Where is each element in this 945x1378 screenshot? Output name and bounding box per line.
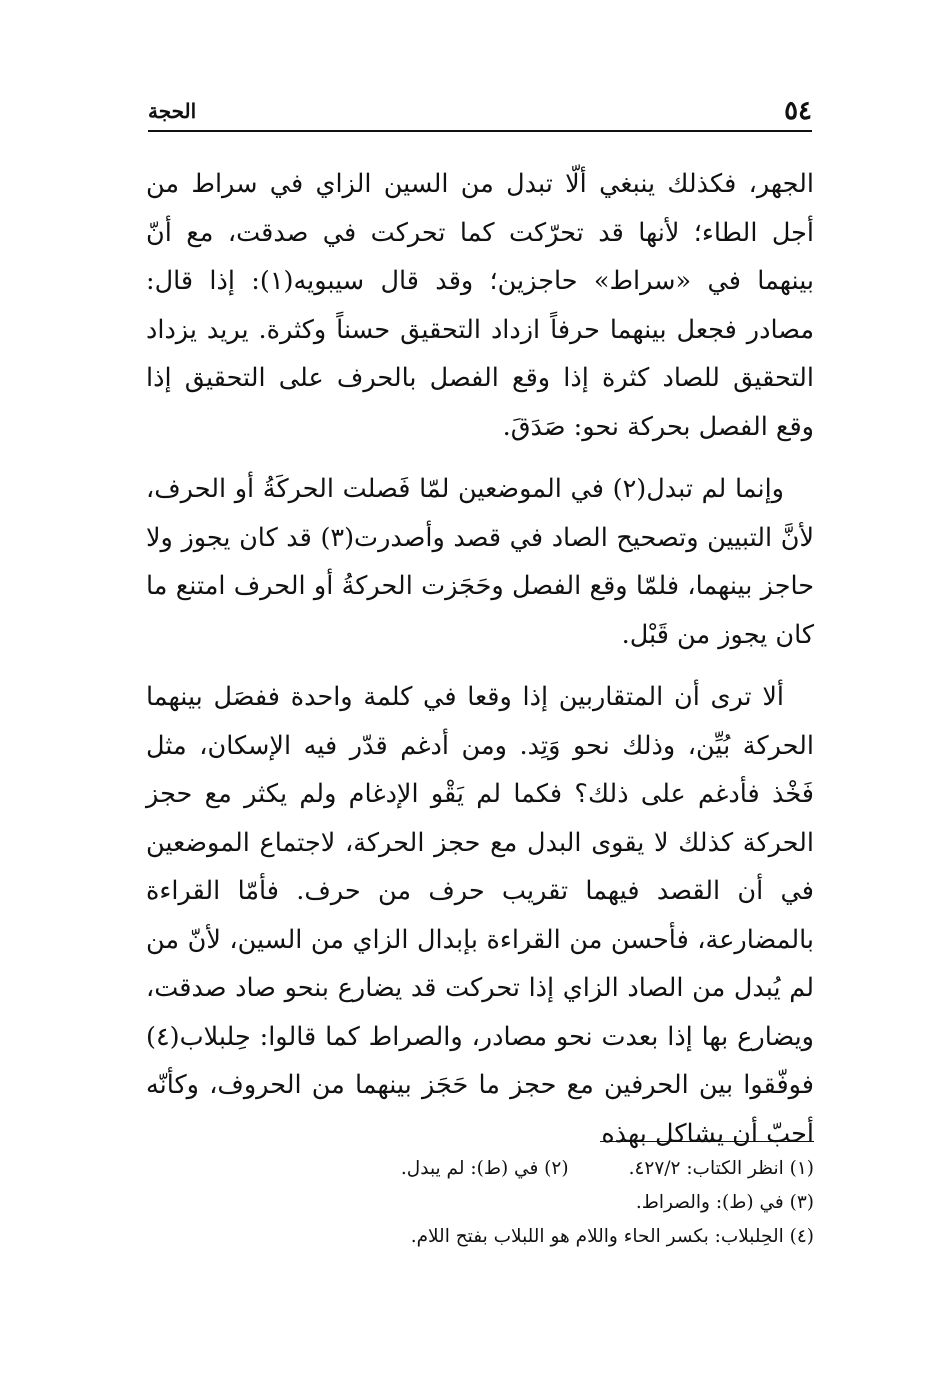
body-text: [146, 160, 814, 1172]
footnote-2: (٢) في (ط): لم يبدل.: [400, 1158, 569, 1179]
footnote-4: (٤) الحِلبلاب: بكسر الحاء واللام هو اللبلاب بفتح اللام.: [410, 1226, 814, 1247]
footnotes: [240, 1152, 814, 1254]
footnote-row: [240, 1152, 814, 1186]
footnote-1: (١) انظر الكتاب: ٤٢٧/٢.: [628, 1158, 814, 1179]
running-title: الحجة: [148, 99, 197, 123]
page-header: [148, 92, 812, 132]
paragraph-1: الجهر، فكذلك ينبغي ألّا تبدل من السين الزاي في سراط من أجل الطاء؛ لأنها قد تحرّكت كما تحركت في صدقت، مع أنّ بينهما في «سراط» حاجزين؛ وقد قال سيبويه(١): إذا قال: مصادر فجعل بينهما حرفاً ازداد التحقيق حسناً وكثرة. يريد يزداد التحقيق للصاد كثرة إذا وقع الفصل بالحرف على التحقيق إذا وقع الفصل بحركة نحو: صَدَقَ.: [146, 169, 815, 442]
footnote-3: (٣) في (ط): والصراط.: [635, 1192, 814, 1213]
paragraph-2: وإنما لم تبدل(٢) في الموضعين لمّا فَصلت الحركَةُ أو الحرف، لأنَّ التبيين وتصحيح الصاد في قصد وأصدرت(٣) قد كان يجوز ولا حاجز بينهما، فلمّا وقع الفصل وحَجَزت الحركةُ أو الحرف امتنع ما كان يجوز من قَبْل.: [146, 474, 814, 650]
footnote-separator: [600, 1141, 814, 1142]
paragraph-3: ألا ترى أن المتقاربين إذا وقعا في كلمة واحدة ففصَل بينهما الحركة بُيِّن، وذلك نحو وَتِد. ومن أدغم قدّر فيه الإسكان، مثل فَخْذ فأدغم على ذلك؟ فكما لم يَقْو الإدغام ولم يكثر مع حجز الحركة كذلك لا يقوى البدل مع حجز الحركة، لاجتماع الموضعين في أن القصد فيهما تقريب حرف من حرف. فأمّا القراءة بالمضارعة، فأحسن من القراءة بإبدال الزاي من السين، لأنّ من لم يُبدل من الصاد الزاي إذا تحركت قد يضارع بنحو صاد صدقت، ويضارع بها إذا بعدت نحو مصادر، والصراط كما قالوا: حِلبلاب(٤) فوفّقوا بين الحرفين مع حجز ما حَجَز بينهما من الحروف، وكأنّه أحبّ أن يشاكل بهذه: [146, 682, 814, 1149]
page-number: ٥٤: [784, 96, 812, 126]
